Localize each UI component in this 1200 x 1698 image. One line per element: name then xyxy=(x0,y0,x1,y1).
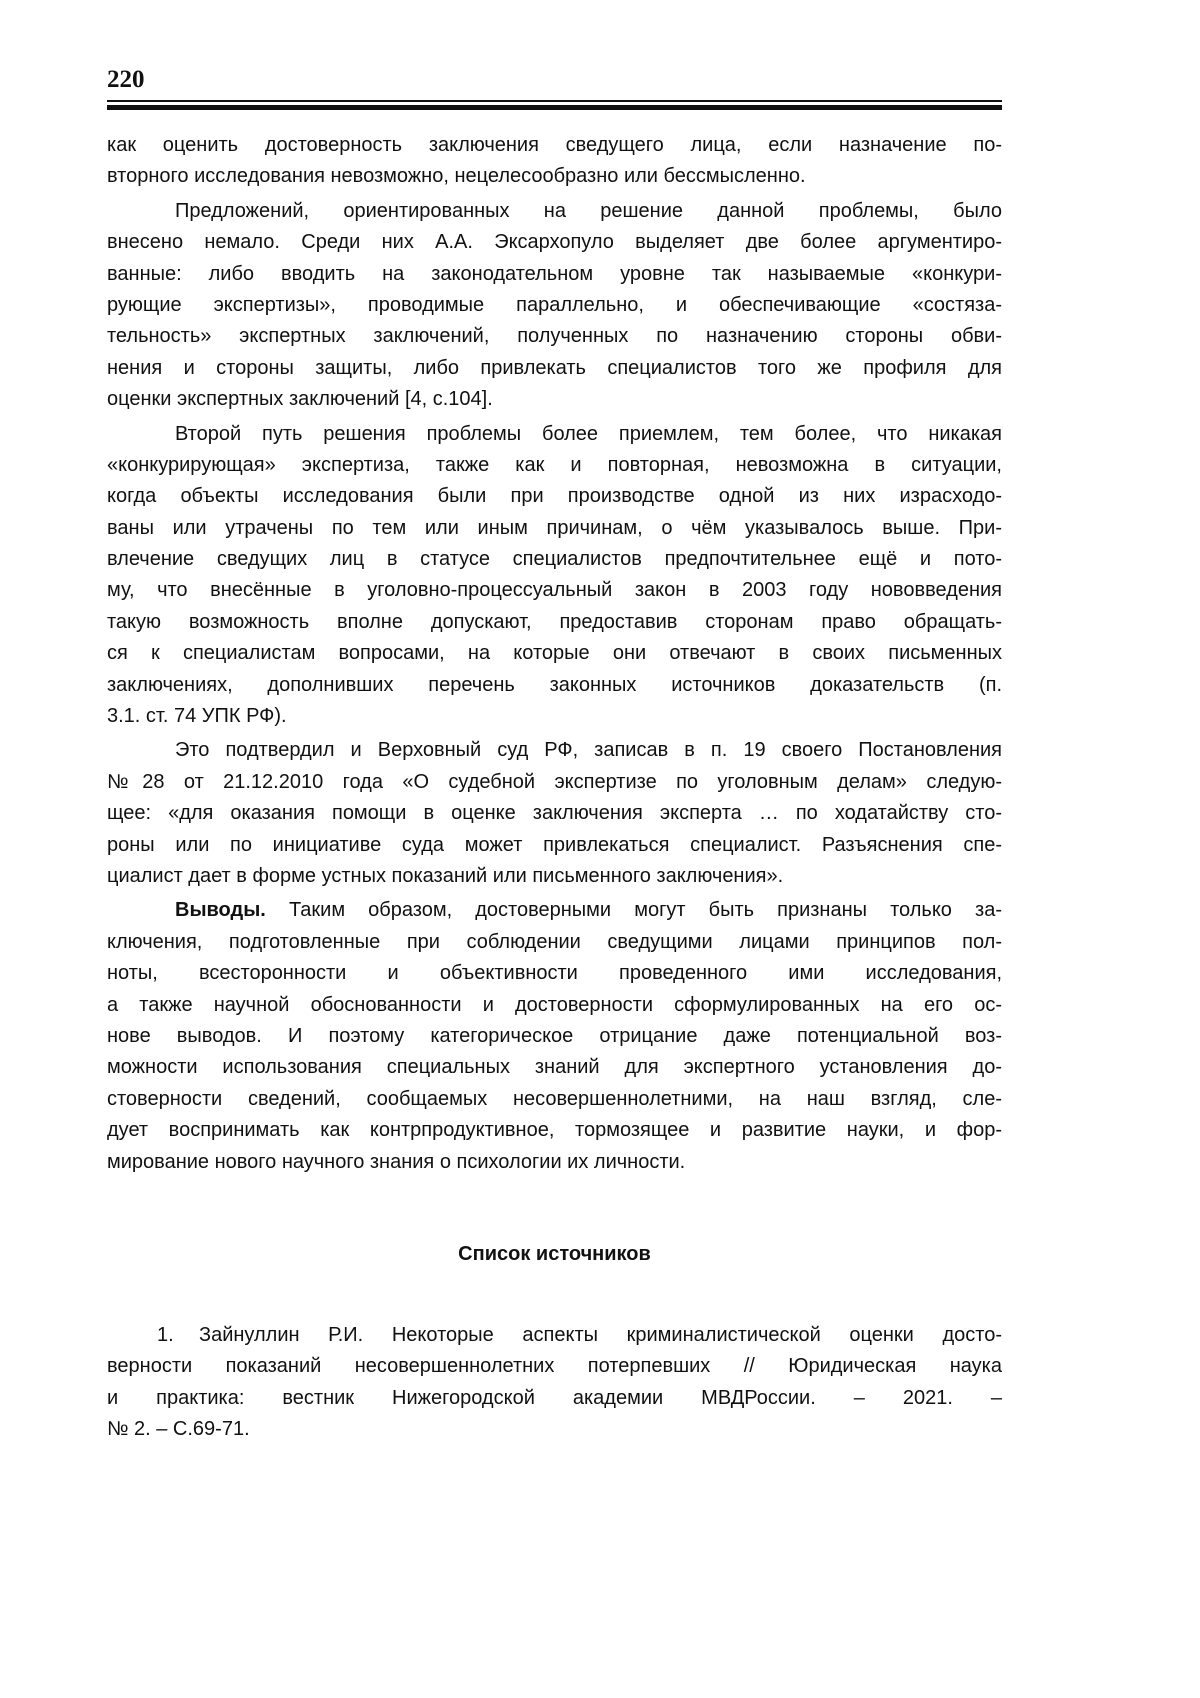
reference-line: и практика: вестник Нижегородской академии МВДРоссии. – 2021. – xyxy=(107,1386,1002,1409)
text-line: Предложений, ориентированных на решение данной проблемы, было xyxy=(175,199,1002,222)
body-text xyxy=(107,130,1002,1181)
text-line: нове выводов. И поэтому категорическое отрицание даже потенциальной воз- xyxy=(107,1024,1002,1047)
text-line: как оценить достоверность заключения сведущего лица, если назначение по- xyxy=(107,134,1002,156)
conclusion-lead: Выводы. xyxy=(175,899,266,922)
paragraph xyxy=(107,130,1002,193)
text-line: щее: «для оказания помощи в оценке заключения эксперта … по ходатайству сто- xyxy=(107,802,1002,825)
text-span: Таким образом, достоверными могут быть признаны только за- xyxy=(288,899,1002,922)
text-line: №28 от 21.12.2010 года «О судебной экспертизе по уголовным делам» следую- xyxy=(107,770,1002,793)
text-line: «конкурирующая» экспертиза, также как и повторная, невозможна в ситуации, xyxy=(107,453,1002,476)
text-line xyxy=(107,895,1002,926)
text-line: стоверности сведений, сообщаемых несовершеннолетними, на наш взгляд, сле- xyxy=(107,1087,1002,1110)
text-line: можности использования специальных знаний для экспертного установления до- xyxy=(107,1056,1002,1079)
reference-line xyxy=(107,1320,1002,1351)
reference-text: Зайнуллин Р.И. Некоторые аспекты криминалистической оценки досто- xyxy=(199,1324,1002,1346)
text-line: 3.1. ст. 74 УПК РФ). xyxy=(107,705,287,728)
references-list xyxy=(107,1320,1002,1446)
text-line: роны или по инициативе суда может привлекаться специалист. Разъяснения спе- xyxy=(107,833,1002,856)
reference-line: № 2. – С.69-71. xyxy=(107,1418,250,1441)
text-line: ноты, всесторонности и объективности проведенного ими исследования, xyxy=(107,962,1002,985)
text-line: вторного исследования невозможно, нецелесообразно или бессмысленно. xyxy=(107,165,806,188)
text-line: Это подтвердил и Верховный суд РФ, записав в п. 19 своего Постановления xyxy=(175,739,1002,762)
text-line: оценки экспертных заключений [4, с.104]. xyxy=(107,388,493,411)
page-number: 220 xyxy=(107,66,145,93)
text-line: рующие экспертизы», проводимые параллельно, и обеспечивающие «состяза- xyxy=(107,293,1002,316)
text-line: му, что внесённые в уголовно-процессуальный закон в 2003 году нововведения xyxy=(107,579,1002,602)
text-line: дует воспринимать как контрпродуктивное, тормозящее и развитие науки, и фор- xyxy=(107,1119,1002,1142)
text-line: а также научной обоснованности и достоверности сформулированных на его ос- xyxy=(107,993,1002,1016)
header-rule-thick xyxy=(107,105,1002,110)
header-rule-thin xyxy=(107,100,1002,102)
text-line: циалист дает в форме устных показаний или письменного заключения». xyxy=(107,864,784,887)
text-line: ключения, подготовленные при соблюдении сведущими лицами принципов пол- xyxy=(107,930,1002,953)
text-line: заключениях, дополнивших перечень законных источников доказательств (п. xyxy=(107,673,1002,696)
paragraph xyxy=(107,895,1002,1178)
reference-line: верности показаний несовершеннолетних потерпевших // Юридическая наука xyxy=(107,1355,1002,1378)
paragraph xyxy=(107,735,1002,892)
text-line: когда объекты исследования были при производстве одной из них израсходо- xyxy=(107,485,1002,508)
text-line: влечение сведущих лиц в статусе специалистов предпочтительнее ещё и пото- xyxy=(107,548,1002,571)
paragraph xyxy=(107,419,1002,733)
paragraph xyxy=(107,196,1002,416)
reference-number: 1. xyxy=(157,1324,174,1346)
text-line: внесено немало. Среди них А.А. Эксархопуло выделяет две более аргументиро- xyxy=(107,231,1002,254)
text-line: ванные: либо вводить на законодательном уровне так называемые «конкури- xyxy=(107,262,1002,285)
text-line: ваны или утрачены по тем или иным причинам, о чём указывалось выше. При- xyxy=(107,516,1002,539)
text-line: мирование нового научного знания о психологии их личности. xyxy=(107,1150,686,1173)
text-line: нения и стороны защиты, либо привлекать специалистов того же профиля для xyxy=(107,356,1002,379)
text-line: ся к специалистам вопросами, на которые они отвечают в своих письменных xyxy=(107,642,1002,665)
text-line: Второй путь решения проблемы более приемлем, тем более, что никакая xyxy=(175,422,1002,445)
text-line: такую возможность вполне допускают, предоставив сторонам право обращать- xyxy=(107,610,1002,633)
references-title: Список источников xyxy=(458,1243,651,1265)
reference-item xyxy=(107,1320,1002,1446)
text-line: тельность» экспертных заключений, полученных по назначению стороны обви- xyxy=(107,325,1002,348)
